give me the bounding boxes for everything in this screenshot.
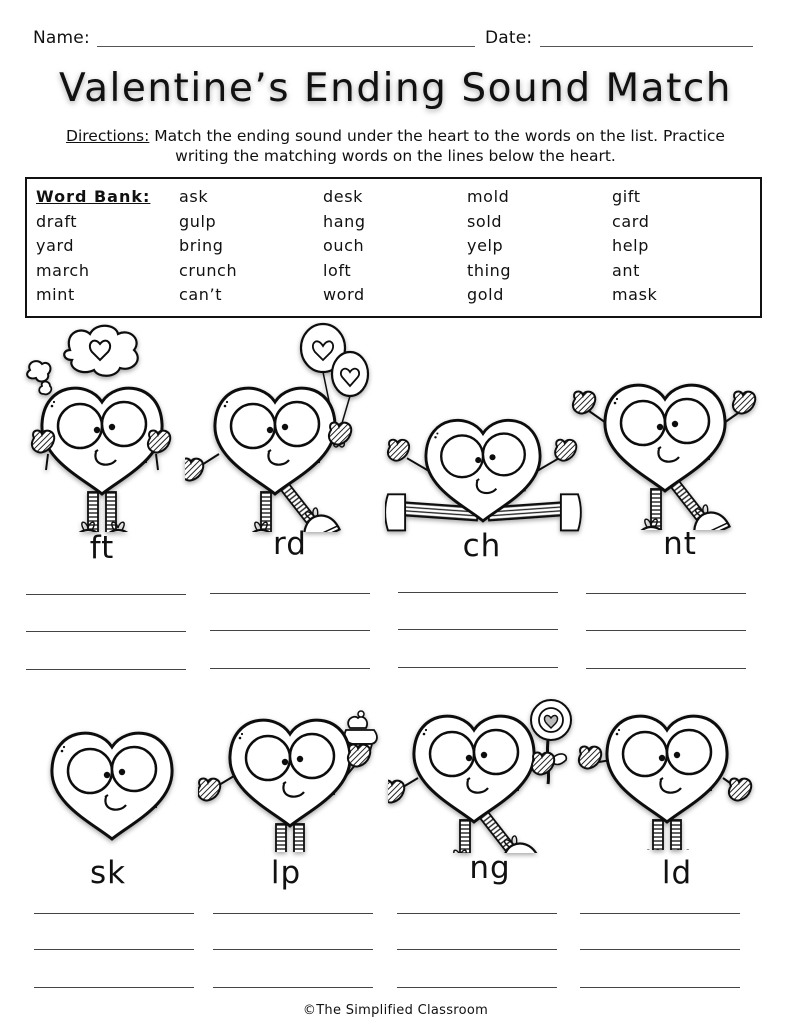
writing-line-lp-3[interactable]	[213, 987, 373, 988]
writing-line-ch-2[interactable]	[398, 629, 558, 630]
word-bank-word: bring	[179, 236, 224, 255]
name-field[interactable]	[97, 46, 475, 47]
word-bank-word: sold	[467, 212, 503, 231]
writing-line-ng-2[interactable]	[397, 949, 557, 950]
word-bank-word: loft	[323, 261, 352, 280]
sound-label-sk: sk	[89, 855, 127, 891]
writing-line-lp-1[interactable]	[213, 913, 373, 914]
word-bank-word: help	[612, 236, 649, 255]
heart-character-sk	[40, 715, 185, 860]
word-bank-word: mask	[612, 285, 658, 304]
heart-character-lp	[198, 692, 383, 852]
heart-character-ft	[20, 322, 180, 532]
word-bank-word: gold	[467, 285, 504, 304]
writing-line-ft-2[interactable]	[26, 631, 186, 632]
sound-label-rd: rd	[273, 526, 307, 562]
word-bank-word: ask	[179, 187, 209, 206]
writing-line-nt-2[interactable]	[586, 630, 746, 631]
name-label: Name:	[33, 28, 90, 48]
heart-character-ng	[388, 688, 588, 853]
writing-line-nt-1[interactable]	[586, 593, 746, 594]
writing-line-rd-1[interactable]	[210, 593, 370, 594]
word-bank-word: thing	[467, 261, 512, 280]
sound-label-nt: nt	[663, 526, 697, 562]
word-bank-word: yelp	[467, 236, 504, 255]
writing-line-lp-2[interactable]	[213, 949, 373, 950]
word-bank-word: mold	[467, 187, 510, 206]
heart-character-ld	[575, 690, 755, 850]
writing-line-ft-1[interactable]	[26, 594, 186, 595]
copyright-footer: ©The Simplified Classroom	[302, 1003, 489, 1018]
heart-character-rd	[185, 322, 370, 532]
word-bank-title: Word Bank:	[36, 187, 151, 206]
writing-line-rd-2[interactable]	[210, 630, 370, 631]
sound-label-ch: ch	[462, 528, 502, 564]
word-bank-word: word	[323, 285, 365, 304]
writing-line-ld-1[interactable]	[580, 913, 740, 914]
directions-line-1: Match the ending sound under the heart to the words on the list. Practice	[149, 127, 725, 145]
word-bank-word: ouch	[323, 236, 365, 255]
writing-line-rd-3[interactable]	[210, 668, 370, 669]
page-title: Valentine’s Ending Sound Match	[58, 66, 733, 111]
word-bank-word: card	[612, 212, 650, 231]
sound-label-ld: ld	[661, 855, 693, 891]
word-bank-word: gulp	[179, 212, 217, 231]
date-label: Date:	[485, 28, 533, 48]
writing-line-sk-2[interactable]	[34, 949, 194, 950]
writing-line-ng-3[interactable]	[397, 987, 557, 988]
word-bank-word: march	[36, 261, 90, 280]
writing-line-ng-1[interactable]	[397, 913, 557, 914]
word-bank-word: mint	[36, 285, 75, 304]
word-bank-word: hang	[323, 212, 366, 231]
directions	[0, 126, 791, 166]
heart-character-ch	[385, 400, 585, 540]
word-bank-word: crunch	[179, 261, 238, 280]
date-field[interactable]	[540, 46, 753, 47]
word-bank-word: draft	[36, 212, 78, 231]
thought-cloud-icon	[27, 326, 138, 395]
writing-line-nt-3[interactable]	[586, 668, 746, 669]
writing-line-sk-3[interactable]	[34, 987, 194, 988]
sound-label-ft: ft	[89, 530, 115, 566]
word-bank-word: yard	[36, 236, 75, 255]
writing-line-sk-1[interactable]	[34, 913, 194, 914]
directions-line-2: writing the matching words on the lines below the heart.	[175, 147, 616, 165]
sound-label-ng: ng	[469, 850, 511, 886]
writing-line-ch-3[interactable]	[398, 667, 558, 668]
writing-line-ft-3[interactable]	[26, 669, 186, 670]
writing-line-ld-2[interactable]	[580, 949, 740, 950]
sound-label-lp: lp	[270, 855, 302, 891]
heart-character-nt	[565, 365, 760, 530]
word-bank	[25, 177, 762, 318]
word-bank-word: desk	[323, 187, 364, 206]
directions-label: Directions:	[66, 127, 150, 145]
writing-line-ch-1[interactable]	[398, 592, 558, 593]
word-bank-word: ant	[612, 261, 641, 280]
word-bank-word: gift	[612, 187, 641, 206]
writing-line-ld-3[interactable]	[580, 987, 740, 988]
word-bank-word: can’t	[179, 285, 223, 304]
